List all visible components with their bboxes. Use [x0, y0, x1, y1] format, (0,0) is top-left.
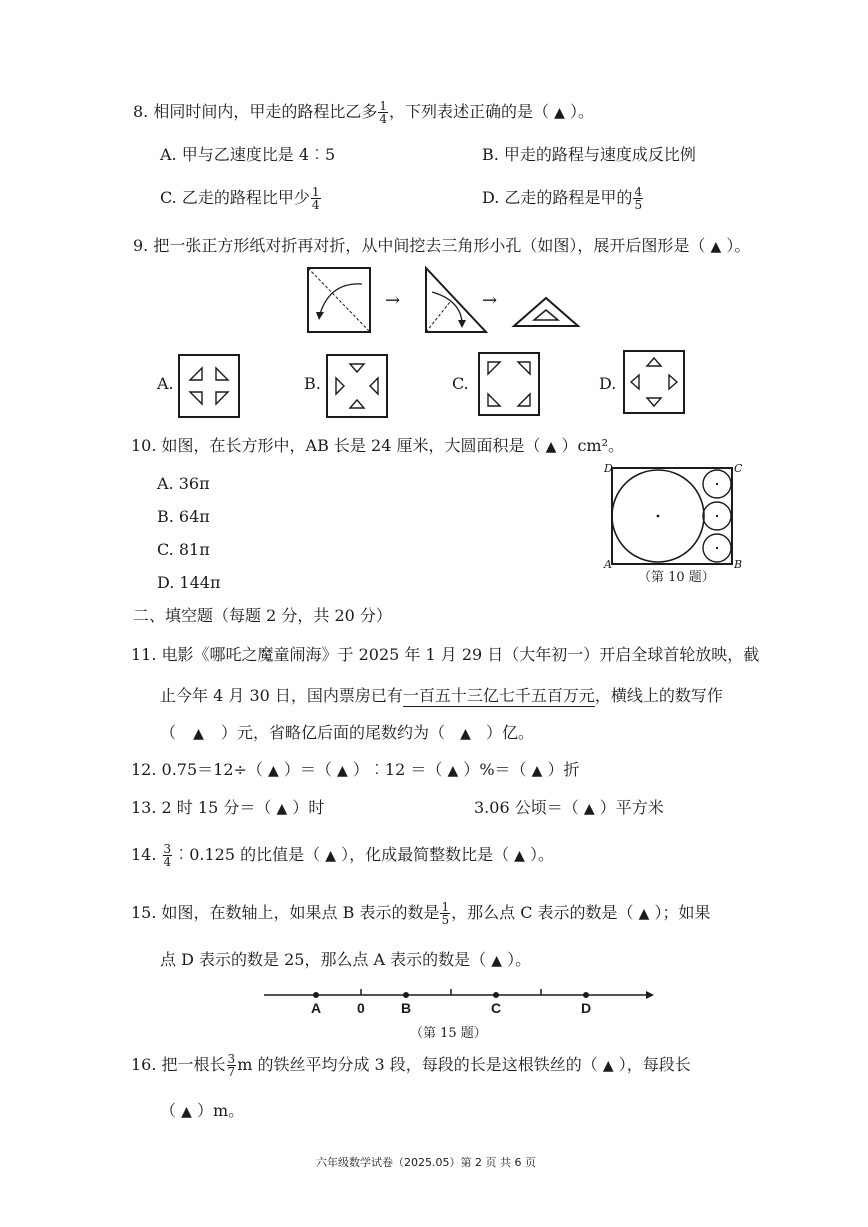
q8-c-den: 4	[311, 198, 320, 212]
q12-a: 12. 0.75＝12÷（	[131, 760, 263, 779]
q14-fraction	[163, 843, 173, 868]
q10-option-c: C. 81π	[157, 540, 210, 559]
q11-line3-end: ）亿。	[485, 723, 534, 742]
q10-stem	[131, 436, 624, 456]
q8-fraction	[378, 100, 388, 125]
q11-line2-text2: ，横线上的数写作	[594, 686, 723, 705]
q12-blank-2: ▲	[337, 763, 348, 779]
q8-end: ）。	[570, 102, 595, 121]
q14	[131, 843, 554, 868]
q16-frac-num: 3	[227, 1052, 236, 1066]
q11-line3-text: ）元，省略亿后面的尾数约为（	[220, 723, 445, 742]
q9-option-d-figure	[623, 350, 685, 414]
q15-c: ）；如果	[654, 903, 711, 922]
q10-stem-text: 10. 如图，在长方形中，AB 长是 24 厘米，大圆面积是（	[131, 436, 541, 455]
q9-option-c-figure	[478, 352, 540, 416]
q15-line2	[160, 950, 531, 970]
q16-b: m 的铁丝平均分成 3 段，每段的长是这根铁丝的（	[237, 1055, 598, 1074]
q14-frac-den: 4	[163, 855, 172, 869]
folded-square	[308, 268, 370, 332]
q16-a: 16. 把一根长	[131, 1055, 226, 1074]
q9-option-d-label: D.	[599, 374, 617, 393]
q8-stem	[133, 100, 594, 125]
q14-blank-2: ▲	[514, 848, 525, 864]
q10-label-c: C	[734, 462, 743, 475]
q10-label-a: A	[604, 558, 612, 571]
q14-c: ）。	[530, 845, 555, 864]
q15-caption: （第 15 题）	[410, 1026, 487, 1041]
q16-blank-2: ▲	[181, 1104, 192, 1120]
q14-frac-num: 3	[163, 842, 172, 856]
q16-open: （	[160, 1101, 177, 1120]
q8-option-c	[160, 186, 322, 211]
q10-caption: （第 10 题）	[638, 570, 715, 585]
q11-line3	[160, 723, 534, 743]
axis-label-c: C	[491, 1000, 502, 1016]
q10-end: ）cm²。	[561, 436, 624, 455]
q14-number: 14.	[131, 845, 157, 864]
axis-label-d: D	[581, 1000, 592, 1016]
axis-label-0: 0	[357, 1000, 365, 1016]
q9-option-a-label: A.	[157, 374, 174, 393]
q8-frac-den: 4	[379, 112, 388, 126]
q12-blank-3: ▲	[447, 763, 459, 779]
q8-option-d-fraction	[633, 186, 643, 211]
q8-option-b: B. 甲走的路程与速度成反比例	[482, 145, 696, 164]
arrow-icon-2: →	[482, 290, 498, 311]
q15-blank-1: ▲	[638, 906, 650, 922]
q12-c: ）︰12 ＝（	[352, 760, 443, 779]
q9-stem-text: 9. 把一张正方形纸对折再对折，从中间挖去三角形小孔（如图），展开后图形是（	[133, 236, 706, 255]
q8-stem-text: 相同时间内，甲走的路程比乙多	[153, 102, 378, 121]
q12-blank-1: ▲	[268, 763, 279, 779]
q16-c: ），每段长	[618, 1055, 691, 1074]
q8-frac-num: 1	[379, 99, 388, 113]
section-2-heading: 二、填空题（每题 2 分，共 20 分）	[133, 606, 392, 625]
q9-folding-figure	[300, 262, 590, 337]
q16-line1	[131, 1053, 691, 1078]
q12-e: ）折	[547, 760, 580, 779]
q8-option-c-fraction	[311, 186, 321, 211]
q13-a: 13. 2 时 15 分＝（	[131, 798, 272, 817]
q11-blank-2: ▲	[460, 726, 471, 742]
q15-line2-text: 点 D 表示的数是 25，那么点 A 表示的数是（	[160, 950, 487, 969]
q11-blank-1: ▲	[193, 726, 204, 742]
q10-label-b: B	[734, 558, 743, 571]
q8-option-c-text: C. 乙走的路程比甲少	[160, 188, 310, 207]
q10-option-d: D. 144π	[157, 573, 221, 592]
q8-blank: ▲	[554, 105, 565, 121]
q9-stem	[133, 236, 750, 256]
q13-part2	[474, 798, 664, 818]
q9-option-a-figure	[178, 354, 240, 418]
q8-c-num: 1	[311, 185, 320, 199]
q9-option-c-label: C.	[452, 374, 469, 393]
q11-line2	[160, 686, 723, 705]
q14-a: ︰0.125 的比值是（	[173, 845, 321, 864]
q13-part1	[131, 798, 324, 818]
q15-b: ，那么点 C 表示的数是（	[451, 903, 634, 922]
q8-option-d	[482, 186, 644, 211]
q8-option-d-text: D. 乙走的路程是甲的	[482, 188, 633, 207]
q11-line2-text: 止今年 4 月 30 日，国内票房已有	[160, 686, 403, 705]
q16-blank-1: ▲	[602, 1058, 614, 1074]
q13-d: ）平方米	[599, 798, 664, 817]
q16-frac-den: 7	[227, 1065, 236, 1079]
q10-label-d: D	[604, 462, 613, 475]
cut-triangle	[514, 298, 578, 326]
q13-blank-1: ▲	[276, 801, 288, 817]
q15-fraction	[440, 901, 450, 926]
folded-triangle	[426, 268, 486, 332]
q9-blank: ▲	[710, 239, 722, 255]
q8-option-a: A. 甲与乙速度比是 4︰5	[160, 145, 336, 164]
q15-number-line	[262, 986, 657, 1016]
axis-label-b: B	[401, 1000, 412, 1016]
q16-fraction	[227, 1053, 237, 1078]
q9-option-b-figure	[326, 354, 388, 418]
q9-option-b-label: B.	[304, 374, 321, 393]
q15-a: 15. 如图，在数轴上，如果点 B 表示的数是	[131, 903, 440, 922]
q8-d-num: 4	[634, 185, 643, 199]
q11-line1: 11. 电影《哪吒之魔童闹海》于 2025 年 1 月 29 日（大年初一）开启全球首轮放映，截	[131, 645, 760, 664]
q15-frac-num: 1	[441, 900, 450, 914]
q15-frac-den: 5	[441, 913, 450, 927]
q12-d: ）%＝（	[463, 760, 527, 779]
q14-blank-1: ▲	[325, 848, 336, 864]
page-footer: 六年级数学试卷（2025.05）第 2 页 共 6 页	[316, 1156, 536, 1169]
q8-d-den: 5	[634, 198, 643, 212]
q10-figure	[600, 462, 750, 587]
q10-blank: ▲	[545, 439, 557, 455]
q14-b: ），化成最简整数比是（	[341, 845, 510, 864]
q8-stem-text2: ，下列表述正确的是（	[389, 102, 550, 121]
q13-blank-2: ▲	[583, 801, 595, 817]
q12	[131, 760, 580, 780]
q15-line1	[131, 901, 711, 926]
q15-blank-2: ▲	[491, 953, 503, 969]
q15-line2-end: ）。	[507, 950, 532, 969]
q8-number: 8.	[133, 102, 149, 121]
q16-end: ）m。	[196, 1101, 245, 1120]
q16-line2	[160, 1101, 244, 1121]
q10-option-a: A. 36π	[157, 474, 210, 493]
arrow-icon: →	[385, 290, 401, 311]
q12-b: ）＝（	[283, 760, 332, 779]
q11-open: （	[160, 723, 177, 742]
q9-end: ）。	[726, 236, 751, 255]
q12-blank-4: ▲	[531, 763, 543, 779]
axis-label-a: A	[311, 1000, 322, 1016]
q11-underlined-amount: 一百五十三亿七千五百万元	[402, 686, 595, 705]
q10-option-b: B. 64π	[157, 507, 210, 526]
q13-c: 3.06 公顷＝（	[474, 798, 579, 817]
q13-b: ）时	[292, 798, 325, 817]
